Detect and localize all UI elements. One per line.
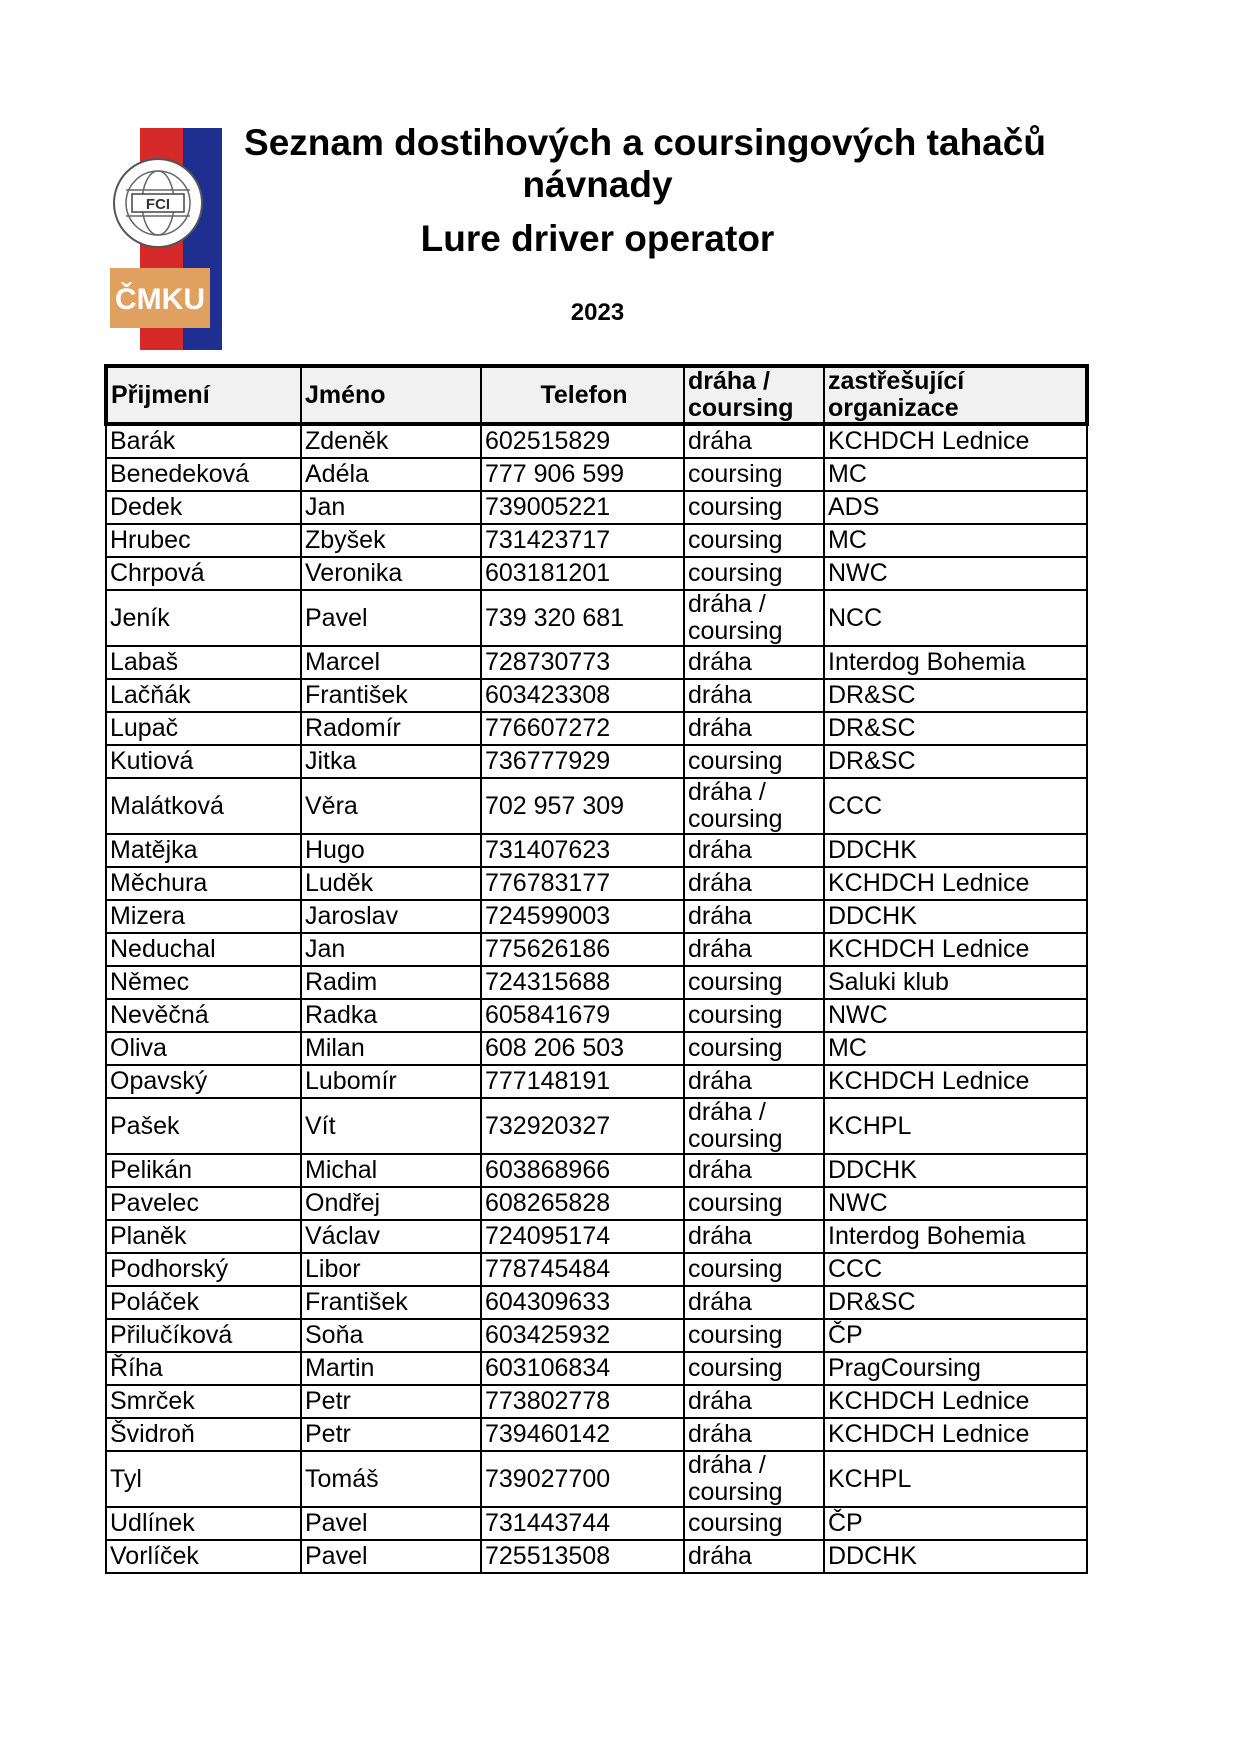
table-row [106, 590, 1087, 646]
cell-type: coursing [684, 1507, 824, 1540]
cell-org: DR&SC [824, 712, 1087, 745]
cell-phone: 773802778 [481, 1385, 684, 1418]
cell-type: dráha [684, 834, 824, 867]
table-row [106, 834, 1087, 867]
table-row [106, 1154, 1087, 1187]
col-header-type: dráha / coursing [684, 366, 824, 424]
col-header-org: zastřešující organizace [824, 366, 1087, 424]
cell-type: coursing [684, 1253, 824, 1286]
page-title: Seznam dostihových a coursingových tahačů [244, 122, 1046, 163]
cell-surname: Lupač [106, 712, 301, 745]
table-row [106, 1032, 1087, 1065]
cell-type: dráha [684, 679, 824, 712]
cell-surname: Pelikán [106, 1154, 301, 1187]
cell-type: coursing [684, 557, 824, 590]
table-row [106, 458, 1087, 491]
cell-org: KCHDCH Lednice [824, 1418, 1087, 1451]
cell-surname: Chrpová [106, 557, 301, 590]
cell-name: Jan [301, 933, 481, 966]
cell-name: Adéla [301, 458, 481, 491]
cell-phone: 603181201 [481, 557, 684, 590]
cell-name: Jitka [301, 745, 481, 778]
cell-type: dráha [684, 933, 824, 966]
year-label: 2023 [570, 299, 625, 326]
cell-type: dráha / coursing [684, 778, 824, 834]
cell-surname: Planěk [106, 1220, 301, 1253]
cell-phone: 724599003 [481, 900, 684, 933]
cell-type: dráha [684, 867, 824, 900]
cell-phone: 603106834 [481, 1352, 684, 1385]
cell-phone: 728730773 [481, 646, 684, 679]
table-row [106, 900, 1087, 933]
cell-type: dráha / coursing [684, 1098, 824, 1154]
table-row [106, 999, 1087, 1032]
cell-surname: Opavský [106, 1065, 301, 1098]
cell-org: DDCHK [824, 1154, 1087, 1187]
cell-org: ČP [824, 1319, 1087, 1352]
cell-surname: Lačňák [106, 679, 301, 712]
cell-surname: Malátková [106, 778, 301, 834]
cell-name: Luděk [301, 867, 481, 900]
cell-org: KCHDCH Lednice [824, 1065, 1087, 1098]
cell-org: Interdog Bohemia [824, 1220, 1087, 1253]
cell-phone: 731443744 [481, 1507, 684, 1540]
table-row [106, 712, 1087, 745]
cell-surname: Pavelec [106, 1187, 301, 1220]
table-row [106, 966, 1087, 999]
cell-type: coursing [684, 1032, 824, 1065]
cell-type: dráha [684, 900, 824, 933]
cell-type: dráha [684, 1220, 824, 1253]
cell-name: Vít [301, 1098, 481, 1154]
cell-org: KCHDCH Lednice [824, 867, 1087, 900]
cell-org: NWC [824, 557, 1087, 590]
table-row [106, 557, 1087, 590]
cell-phone: 603423308 [481, 679, 684, 712]
cell-type: coursing [684, 491, 824, 524]
cell-org: NWC [824, 1187, 1087, 1220]
table-row [106, 745, 1087, 778]
cell-phone: 602515829 [481, 424, 684, 458]
table-row [106, 524, 1087, 557]
cell-phone: 776607272 [481, 712, 684, 745]
table-row [106, 1540, 1087, 1573]
cell-name: Tomáš [301, 1451, 481, 1507]
cell-name: Pavel [301, 1540, 481, 1573]
cell-type: dráha [684, 1540, 824, 1573]
cell-org: Interdog Bohemia [824, 646, 1087, 679]
cell-name: Soňa [301, 1319, 481, 1352]
cell-phone: 736777929 [481, 745, 684, 778]
col-header-phone: Telefon [481, 366, 684, 424]
cell-type: dráha [684, 1065, 824, 1098]
cell-surname: Matějka [106, 834, 301, 867]
table-header-row [106, 366, 1087, 424]
cmku-text: ČMKU [115, 283, 205, 316]
cell-name: Jaroslav [301, 900, 481, 933]
cell-surname: Benedeková [106, 458, 301, 491]
cell-name: Milan [301, 1032, 481, 1065]
cell-type: coursing [684, 1319, 824, 1352]
cell-name: Marcel [301, 646, 481, 679]
table-row [106, 1385, 1087, 1418]
fci-text: FCI [145, 196, 171, 213]
cell-org: Saluki klub [824, 966, 1087, 999]
cell-type: coursing [684, 745, 824, 778]
cell-phone: 724095174 [481, 1220, 684, 1253]
cell-org: DDCHK [824, 834, 1087, 867]
cell-surname: Pašek [106, 1098, 301, 1154]
cell-name: Martin [301, 1352, 481, 1385]
cell-surname: Dedek [106, 491, 301, 524]
table-row [106, 1253, 1087, 1286]
table-row [106, 867, 1087, 900]
cell-phone: 732920327 [481, 1098, 684, 1154]
cell-org: KCHDCH Lednice [824, 424, 1087, 458]
cell-name: Jan [301, 491, 481, 524]
cell-phone: 778745484 [481, 1253, 684, 1286]
table-row [106, 1319, 1087, 1352]
cell-name: Hugo [301, 834, 481, 867]
table-row [106, 1220, 1087, 1253]
cell-phone: 724315688 [481, 966, 684, 999]
cell-org: DR&SC [824, 745, 1087, 778]
cell-type: coursing [684, 1187, 824, 1220]
cell-surname: Udlínek [106, 1507, 301, 1540]
cell-org: MC [824, 1032, 1087, 1065]
cell-name: Radim [301, 966, 481, 999]
cell-org: ČP [824, 1507, 1087, 1540]
cell-name: Věra [301, 778, 481, 834]
table-row [106, 1451, 1087, 1507]
cell-surname: Labaš [106, 646, 301, 679]
cell-type: coursing [684, 966, 824, 999]
cell-type: dráha / coursing [684, 1451, 824, 1507]
cell-org: DDCHK [824, 900, 1087, 933]
cell-org: DR&SC [824, 679, 1087, 712]
table-row [106, 491, 1087, 524]
cell-surname: Švidroň [106, 1418, 301, 1451]
page-subtitle: Lure driver operator [420, 218, 775, 259]
cell-type: dráha / coursing [684, 590, 824, 646]
cell-surname: Němec [106, 966, 301, 999]
cell-surname: Říha [106, 1352, 301, 1385]
cell-name: Veronika [301, 557, 481, 590]
cell-type: coursing [684, 999, 824, 1032]
cell-type: dráha [684, 1286, 824, 1319]
cell-surname: Neduchal [106, 933, 301, 966]
table-row [106, 1065, 1087, 1098]
cell-type: dráha [684, 712, 824, 745]
cell-phone: 731423717 [481, 524, 684, 557]
cell-phone: 608265828 [481, 1187, 684, 1220]
cell-org: MC [824, 458, 1087, 491]
table-row [106, 778, 1087, 834]
cell-type: dráha [684, 1154, 824, 1187]
cell-name: Lubomír [301, 1065, 481, 1098]
cell-type: coursing [684, 1352, 824, 1385]
cell-type: dráha [684, 424, 824, 458]
cell-org: PragCoursing [824, 1352, 1087, 1385]
cell-phone: 739005221 [481, 491, 684, 524]
table-row [106, 679, 1087, 712]
table-row [106, 424, 1087, 458]
cell-type: coursing [684, 524, 824, 557]
cell-name: Radka [301, 999, 481, 1032]
cell-name: Radomír [301, 712, 481, 745]
table-row [106, 1187, 1087, 1220]
cell-org: KCHDCH Lednice [824, 933, 1087, 966]
table-row [106, 1286, 1087, 1319]
cell-phone: 725513508 [481, 1540, 684, 1573]
col-header-name: Jméno [301, 366, 481, 424]
cell-name: Michal [301, 1154, 481, 1187]
cell-surname: Poláček [106, 1286, 301, 1319]
cell-phone: 731407623 [481, 834, 684, 867]
cell-surname: Hrubec [106, 524, 301, 557]
cell-phone: 739027700 [481, 1451, 684, 1507]
cell-org: KCHPL [824, 1451, 1087, 1507]
cell-phone: 702 957 309 [481, 778, 684, 834]
cell-type: dráha [684, 646, 824, 679]
cell-phone: 605841679 [481, 999, 684, 1032]
cell-org: DR&SC [824, 1286, 1087, 1319]
cell-org: CCC [824, 1253, 1087, 1286]
cell-org: CCC [824, 778, 1087, 834]
cell-name: Zdeněk [301, 424, 481, 458]
cell-org: KCHPL [824, 1098, 1087, 1154]
cell-name: Petr [301, 1418, 481, 1451]
fci-cmku-logo [110, 128, 222, 350]
cell-surname: Tyl [106, 1451, 301, 1507]
cell-phone: 608 206 503 [481, 1032, 684, 1065]
cell-surname: Podhorský [106, 1253, 301, 1286]
cell-org: NCC [824, 590, 1087, 646]
table-row [106, 1418, 1087, 1451]
cell-org: KCHDCH Lednice [824, 1385, 1087, 1418]
cell-org: ADS [824, 491, 1087, 524]
cell-surname: Přilučíková [106, 1319, 301, 1352]
cell-org: DDCHK [824, 1540, 1087, 1573]
cell-type: dráha [684, 1385, 824, 1418]
table-row [106, 646, 1087, 679]
cell-name: Petr [301, 1385, 481, 1418]
cell-name: Ondřej [301, 1187, 481, 1220]
cell-surname: Měchura [106, 867, 301, 900]
table-row [106, 1098, 1087, 1154]
cell-type: dráha [684, 1418, 824, 1451]
cell-phone: 603868966 [481, 1154, 684, 1187]
cell-name: František [301, 1286, 481, 1319]
cell-org: NWC [824, 999, 1087, 1032]
cell-surname: Barák [106, 424, 301, 458]
cell-phone: 739460142 [481, 1418, 684, 1451]
cell-phone: 777 906 599 [481, 458, 684, 491]
cell-surname: Kutiová [106, 745, 301, 778]
cell-org: MC [824, 524, 1087, 557]
cell-surname: Nevěčná [106, 999, 301, 1032]
page-title-line2: návnady [522, 164, 673, 205]
cell-phone: 603425932 [481, 1319, 684, 1352]
cell-name: Václav [301, 1220, 481, 1253]
table-row [106, 1507, 1087, 1540]
cell-type: coursing [684, 458, 824, 491]
cell-name: Pavel [301, 1507, 481, 1540]
operators-table [104, 364, 1089, 1574]
cell-name: Libor [301, 1253, 481, 1286]
cell-phone: 775626186 [481, 933, 684, 966]
cell-phone: 604309633 [481, 1286, 684, 1319]
col-header-surname: Přijmení [106, 366, 301, 424]
cell-surname: Jeník [106, 590, 301, 646]
cell-surname: Smrček [106, 1385, 301, 1418]
cell-name: Zbyšek [301, 524, 481, 557]
table-row [106, 933, 1087, 966]
cell-phone: 739 320 681 [481, 590, 684, 646]
cell-phone: 777148191 [481, 1065, 684, 1098]
cell-surname: Vorlíček [106, 1540, 301, 1573]
cell-name: František [301, 679, 481, 712]
cell-phone: 776783177 [481, 867, 684, 900]
table-row [106, 1352, 1087, 1385]
cell-surname: Mizera [106, 900, 301, 933]
cell-surname: Oliva [106, 1032, 301, 1065]
cell-name: Pavel [301, 590, 481, 646]
